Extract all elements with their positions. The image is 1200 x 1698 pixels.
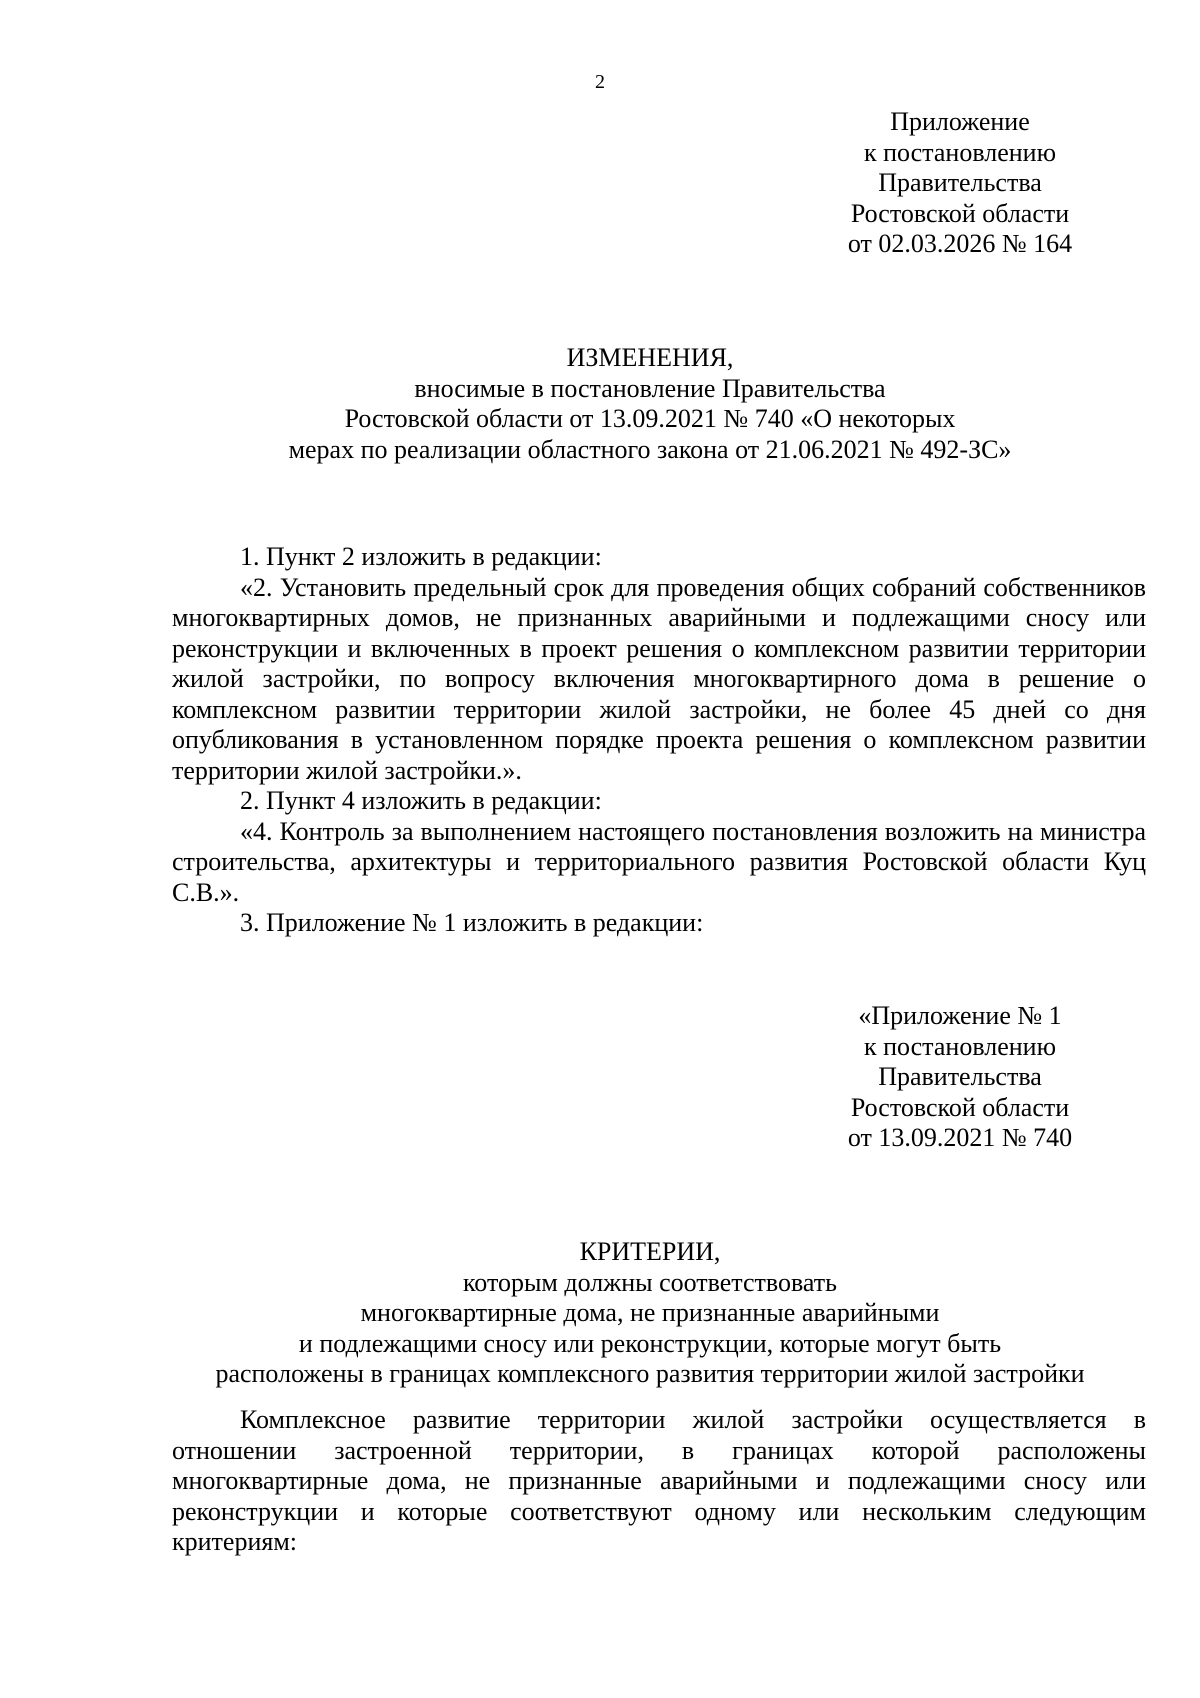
changes-title-line: Ростовской области от 13.09.2021 № 740 «О некоторых	[344, 404, 956, 433]
criteria-body	[172, 1405, 1146, 1558]
appendix-header-line: от 02.03.2026 № 164	[847, 229, 1073, 258]
appendix1-header-line: «Приложение № 1	[858, 1001, 1062, 1030]
changes-title-line: мерах по реализации областного закона от 21.06.2021 № 492-ЗС»	[288, 434, 1012, 464]
criteria-title-heading: КРИТЕРИИ,	[579, 1237, 721, 1266]
criteria-title	[150, 1237, 1150, 1390]
paragraph-item-2: 2. Пункт 4 изложить в редакции:	[240, 786, 602, 815]
criteria-title-line: и подлежащими сносу или реконструкции, которые могут быть	[298, 1328, 1002, 1358]
paragraph-item-1: 1. Пункт 2 изложить в редакции:	[240, 542, 602, 571]
changes-title-line: вносимые в постановление Правительства	[414, 373, 886, 403]
appendix1-header-line: Ростовской области	[850, 1092, 1070, 1122]
paragraph-item-4-text: «4. Контроль за выполнением настоящего постановления возложить на министра строительства, архитектуры и территориального развития Ростовской области Куц С.В.».	[172, 816, 1146, 907]
changes-body	[172, 542, 1146, 939]
appendix1-header-line: от 13.09.2021 № 740	[847, 1123, 1073, 1152]
appendix-header-line: Ростовской области	[850, 198, 1070, 228]
changes-title	[150, 343, 1150, 465]
appendix-header	[740, 107, 1180, 260]
criteria-title-line: многоквартирные дома, не признанные аварийными	[360, 1298, 940, 1327]
appendix1-header-line: Правительства	[878, 1062, 1042, 1091]
appendix1-header-line: к постановлению	[863, 1031, 1057, 1061]
changes-title-heading: ИЗМЕНЕНИЯ,	[566, 343, 734, 372]
paragraph-item-3: 3. Приложение № 1 изложить в редакции:	[240, 908, 704, 937]
paragraph-item-2-text: «2. Установить предельный срок для проведения общих собраний собственников многоквартирных домов, не признанных аварийными и подлежащими сносу или реконструкции и включенных в проект решения о комплексном развитии территории жилой застройки, по вопросу включения многоквартирного дома в решение о комплексном развитии территории жилой застройки, не более 45 дней со дня опубликования в установленном порядке проекта решения о комплексном развитии территории жилой застройки.».	[172, 572, 1146, 785]
page-number: 2	[595, 71, 605, 93]
criteria-title-line: которым должны соответствовать	[462, 1267, 838, 1297]
appendix-header-line: Правительства	[878, 168, 1042, 197]
appendix1-header	[740, 1001, 1180, 1154]
criteria-title-line: расположены в границах комплексного развития территории жилой застройки	[215, 1359, 1085, 1388]
appendix-header-line: к постановлению	[863, 137, 1057, 167]
appendix-header-line: Приложение	[890, 107, 1030, 136]
criteria-paragraph: Комплексное развитие территории жилой застройки осуществляется в отношении застроенной территории, в границах которой расположены многоквартирные дома, не признанные аварийными и подлежащими сносу или реконструкции и которые соответствуют одному или нескольким следующим критериям:	[172, 1405, 1146, 1556]
